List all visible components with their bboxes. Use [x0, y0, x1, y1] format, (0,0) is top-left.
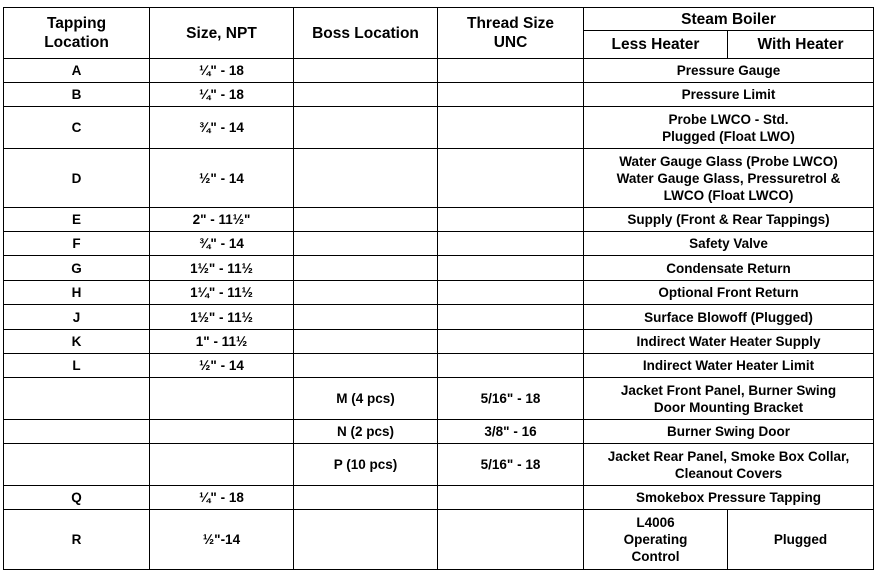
table-row: [4, 256, 874, 281]
table-row: [4, 59, 874, 83]
purpose-cell: Pressure Gauge: [584, 59, 874, 83]
tapping-location-cell: G: [4, 256, 150, 281]
tapping-location-cell: H: [4, 281, 150, 305]
boss-location-cell: [294, 330, 438, 354]
purpose-cell: Smokebox Pressure Tapping: [584, 486, 874, 510]
boss-location-cell: [294, 510, 438, 570]
boss-location-cell: [294, 83, 438, 107]
table-row: [4, 378, 874, 420]
thread-size-cell: [438, 232, 584, 256]
tapping-location-cell: [4, 378, 150, 420]
boss-location-cell: [294, 256, 438, 281]
header-less-heater: Less Heater: [584, 31, 728, 59]
table-row: [4, 420, 874, 444]
purpose-cell: Optional Front Return: [584, 281, 874, 305]
table-row: [4, 444, 874, 486]
thread-size-cell: [438, 208, 584, 232]
size-npt-cell: 1¼" - 11½: [150, 281, 294, 305]
table-row: [4, 232, 874, 256]
boss-location-cell: [294, 208, 438, 232]
tapping-location-cell: A: [4, 59, 150, 83]
size-npt-cell: ¾" - 14: [150, 232, 294, 256]
boss-location-cell: [294, 281, 438, 305]
size-npt-cell: 2" - 11½": [150, 208, 294, 232]
boss-location-cell: [294, 59, 438, 83]
table-row: [4, 305, 874, 330]
thread-size-cell: 5/16" - 18: [438, 378, 584, 420]
boss-location-cell: [294, 486, 438, 510]
header-thread-size: Thread Size UNC: [438, 8, 584, 59]
tapping-table: [3, 7, 874, 570]
boss-location-cell: N (2 pcs): [294, 420, 438, 444]
boss-location-cell: [294, 107, 438, 149]
less-heater-cell: L4006 Operating Control: [584, 510, 728, 570]
size-npt-cell: ¼" - 18: [150, 59, 294, 83]
table-row: [4, 149, 874, 208]
table-row: [4, 486, 874, 510]
size-npt-cell: [150, 420, 294, 444]
boss-location-cell: M (4 pcs): [294, 378, 438, 420]
table-row: [4, 83, 874, 107]
header-tapping-location: Tapping Location: [4, 8, 150, 59]
size-npt-cell: ½"-14: [150, 510, 294, 570]
boss-location-cell: [294, 232, 438, 256]
boss-location-cell: P (10 pcs): [294, 444, 438, 486]
tapping-location-cell: E: [4, 208, 150, 232]
with-heater-cell: Plugged: [728, 510, 874, 570]
thread-size-cell: [438, 59, 584, 83]
tapping-location-cell: F: [4, 232, 150, 256]
purpose-cell: Indirect Water Heater Limit: [584, 354, 874, 378]
size-npt-cell: [150, 378, 294, 420]
size-npt-cell: ¾" - 14: [150, 107, 294, 149]
header-with-heater: With Heater: [728, 31, 874, 59]
size-npt-cell: ½" - 14: [150, 149, 294, 208]
table-row: [4, 281, 874, 305]
purpose-cell: Indirect Water Heater Supply: [584, 330, 874, 354]
thread-size-cell: [438, 149, 584, 208]
thread-size-cell: 3/8" - 16: [438, 420, 584, 444]
purpose-cell: Probe LWCO - Std. Plugged (Float LWO): [584, 107, 874, 149]
thread-size-cell: [438, 83, 584, 107]
purpose-cell: Pressure Limit: [584, 83, 874, 107]
boss-location-cell: [294, 305, 438, 330]
thread-size-cell: [438, 107, 584, 149]
thread-size-cell: 5/16" - 18: [438, 444, 584, 486]
purpose-cell: Safety Valve: [584, 232, 874, 256]
table-body: [4, 59, 874, 570]
tapping-location-cell: L: [4, 354, 150, 378]
tapping-location-cell: R: [4, 510, 150, 570]
boss-location-cell: [294, 149, 438, 208]
thread-size-cell: [438, 305, 584, 330]
size-npt-cell: [150, 444, 294, 486]
thread-size-cell: [438, 354, 584, 378]
purpose-cell: Condensate Return: [584, 256, 874, 281]
size-npt-cell: ¼" - 18: [150, 83, 294, 107]
size-npt-cell: ½" - 14: [150, 354, 294, 378]
thread-size-cell: [438, 256, 584, 281]
purpose-cell: Supply (Front & Rear Tappings): [584, 208, 874, 232]
thread-size-cell: [438, 486, 584, 510]
size-npt-cell: 1" - 11½: [150, 330, 294, 354]
purpose-cell: Burner Swing Door: [584, 420, 874, 444]
size-npt-cell: ¼" - 18: [150, 486, 294, 510]
purpose-cell: Jacket Front Panel, Burner Swing Door Mounting Bracket: [584, 378, 874, 420]
purpose-cell: Jacket Rear Panel, Smoke Box Collar, Cleanout Covers: [584, 444, 874, 486]
table-row: [4, 208, 874, 232]
tapping-location-cell: [4, 444, 150, 486]
thread-size-cell: [438, 330, 584, 354]
tapping-location-cell: [4, 420, 150, 444]
size-npt-cell: 1½" - 11½: [150, 305, 294, 330]
table-row: [4, 107, 874, 149]
table-row: [4, 330, 874, 354]
boss-location-cell: [294, 354, 438, 378]
thread-size-cell: [438, 510, 584, 570]
size-npt-cell: 1½" - 11½: [150, 256, 294, 281]
header-boss-location: Boss Location: [294, 8, 438, 59]
tapping-location-cell: K: [4, 330, 150, 354]
tapping-location-cell: J: [4, 305, 150, 330]
table-row: [4, 510, 874, 570]
thread-size-cell: [438, 281, 584, 305]
tapping-location-cell: D: [4, 149, 150, 208]
tapping-location-cell: C: [4, 107, 150, 149]
table-row: [4, 354, 874, 378]
header-steam-boiler: Steam Boiler: [584, 8, 874, 31]
header-size-npt: Size, NPT: [150, 8, 294, 59]
tapping-location-cell: Q: [4, 486, 150, 510]
purpose-cell: Surface Blowoff (Plugged): [584, 305, 874, 330]
purpose-cell: Water Gauge Glass (Probe LWCO) Water Gauge Glass, Pressuretrol & LWCO (Float LWCO): [584, 149, 874, 208]
tapping-location-cell: B: [4, 83, 150, 107]
